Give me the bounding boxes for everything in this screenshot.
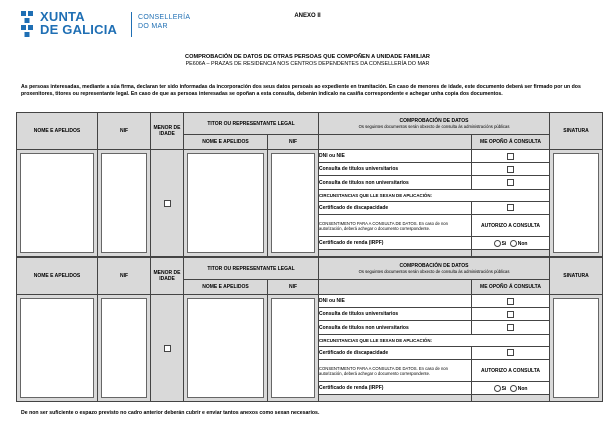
minor-checkbox[interactable] xyxy=(164,345,171,352)
doc-irpf: Certificado de renda (IRPF) xyxy=(319,237,472,250)
doc-disability: Certificado de discapacidade xyxy=(319,346,472,359)
tutor-name-field[interactable] xyxy=(187,153,264,253)
header-tutor-nif: NIF xyxy=(268,135,319,150)
irpf-yes-label: Si xyxy=(501,385,507,392)
header-check-title: COMPROBACIÓN DE DATOS xyxy=(399,118,469,124)
irpf-no-radio[interactable] xyxy=(510,240,517,247)
header-signature: SINATURA xyxy=(550,258,603,295)
tutor-name-field[interactable] xyxy=(187,298,264,398)
irpf-no-label: Non xyxy=(517,240,528,247)
doc-dni: DNI ou NIE xyxy=(319,150,472,163)
tutor-nif-field[interactable] xyxy=(271,153,315,253)
intro-text: As persoas interesadas, mediante a súa firma, declaran ter sido informadas da incorporación dos seus datos persoais ao expediente en tramitación. En caso de menores de idade, este documento deberá ser firmado por un dos proxenitores, titores ou representante legal. En caso de que as persoas interesadas se opoñan a esta consulta, deberán indicalo na casiña correspondente e achegar unha copia dos documentos. xyxy=(21,84,581,97)
person-block-2 xyxy=(16,257,603,402)
tutor-nif-field[interactable] xyxy=(271,298,315,398)
authorize-label: AUTORIZO A CONSULTA xyxy=(472,360,550,382)
doc-irpf: Certificado de renda (IRPF) xyxy=(319,382,472,395)
logo-line-2: DE GALICIA xyxy=(40,22,118,37)
annex-label: ANEXO II xyxy=(294,13,321,19)
nif-field[interactable] xyxy=(101,153,147,253)
doc-circumstances: CIRCUNSTANCIAS QUE LLE SEXAN DE APLICACIÓN: xyxy=(319,334,550,346)
doc-circumstances: CIRCUNSTANCIAS QUE LLE SEXAN DE APLICACIÓN: xyxy=(319,189,550,201)
oppose-univ-checkbox[interactable] xyxy=(507,311,514,318)
oppose-nonuniv-checkbox[interactable] xyxy=(507,179,514,186)
header-name: NOME E APELIDOS xyxy=(17,113,98,150)
irpf-no-label: Non xyxy=(517,385,528,392)
header-tutor: TITOR OU REPRESENTANTE LEGAL xyxy=(184,258,319,280)
document-title: COMPROBACIÓN DE DATOS DE OTRAS PERSOAS QUE COMPOÑEN A UNIDADE FAMILIAR xyxy=(185,54,430,60)
department-line-2: DO MAR xyxy=(138,23,168,30)
oppose-dni-checkbox[interactable] xyxy=(507,298,514,305)
header-minor: MENOR DE IDADE xyxy=(151,113,184,150)
nif-field[interactable] xyxy=(101,298,147,398)
name-field[interactable] xyxy=(20,298,94,398)
header-check-title: COMPROBACIÓN DE DATOS xyxy=(399,263,469,269)
doc-univ: Consulta de títulos universitarios xyxy=(319,163,472,176)
doc-consent: CONSENTIMENTO PARA A CONSULTA DE DATOS. En caso de non autorización, deberá achegar o documento correspondente. xyxy=(319,360,472,382)
doc-nonuniv: Consulta de títulos non universitarios xyxy=(319,176,472,189)
header-oppose: ME OPOÑO Á CONSULTA xyxy=(472,135,550,150)
signature-field[interactable] xyxy=(553,153,599,253)
doc-dni: DNI ou NIE xyxy=(319,295,472,308)
header-check-subtitle: Os seguintes documentos serán obxecto de consulta ás administracións públicas xyxy=(358,124,510,129)
irpf-yes-label: Si xyxy=(501,240,507,247)
document-subtitle: PE606A – PRAZAS DE RESIDENCIA NOS CENTROS DEPENDENTES DA CONSELLERÍA DO MAR xyxy=(185,61,430,67)
oppose-univ-checkbox[interactable] xyxy=(507,166,514,173)
department-line-1: CONSELLERÍA xyxy=(138,14,191,21)
header-nif: NIF xyxy=(98,258,151,295)
header-minor: MENOR DE IDADE xyxy=(151,258,184,295)
logo-line-1: XUNTA xyxy=(40,9,85,24)
header-signature: SINATURA xyxy=(550,113,603,150)
doc-disability: Certificado de discapacidade xyxy=(319,201,472,214)
oppose-dni-checkbox[interactable] xyxy=(507,153,514,160)
doc-consent: CONSENTIMENTO PARA A CONSULTA DE DATOS. En caso de non autorización, deberá achegar o documento correspondente. xyxy=(319,215,472,237)
irpf-yes-radio[interactable] xyxy=(494,385,501,392)
irpf-yes-radio[interactable] xyxy=(494,240,501,247)
signature-field[interactable] xyxy=(553,298,599,398)
header-check xyxy=(319,258,550,280)
authorize-label: AUTORIZO A CONSULTA xyxy=(472,215,550,237)
header-name: NOME E APELIDOS xyxy=(17,258,98,295)
header-oppose: ME OPOÑO Á CONSULTA xyxy=(472,280,550,295)
oppose-disability-checkbox[interactable] xyxy=(507,204,514,211)
header-tutor: TITOR OU REPRESENTANTE LEGAL xyxy=(184,113,319,135)
footer-note: De non ser suficiente o espazo previsto no cadro anterior deberán cubrir e enviar tantos anexos como sexan necesarios. xyxy=(21,410,320,416)
person-block-1 xyxy=(16,112,603,257)
doc-nonuniv: Consulta de títulos non universitarios xyxy=(319,321,472,334)
header-nif: NIF xyxy=(98,113,151,150)
minor-checkbox[interactable] xyxy=(164,200,171,207)
header-tutor-name: NOME E APELIDOS xyxy=(184,280,268,295)
name-field[interactable] xyxy=(20,153,94,253)
oppose-disability-checkbox[interactable] xyxy=(507,349,514,356)
header-check-subtitle: Os seguintes documentos serán obxecto de consulta ás administracións públicas xyxy=(358,269,510,274)
oppose-nonuniv-checkbox[interactable] xyxy=(507,324,514,331)
header-check xyxy=(319,113,550,135)
header-tutor-name: NOME E APELIDOS xyxy=(184,135,268,150)
doc-univ: Consulta de títulos universitarios xyxy=(319,308,472,321)
header-tutor-nif: NIF xyxy=(268,280,319,295)
irpf-no-radio[interactable] xyxy=(510,385,517,392)
